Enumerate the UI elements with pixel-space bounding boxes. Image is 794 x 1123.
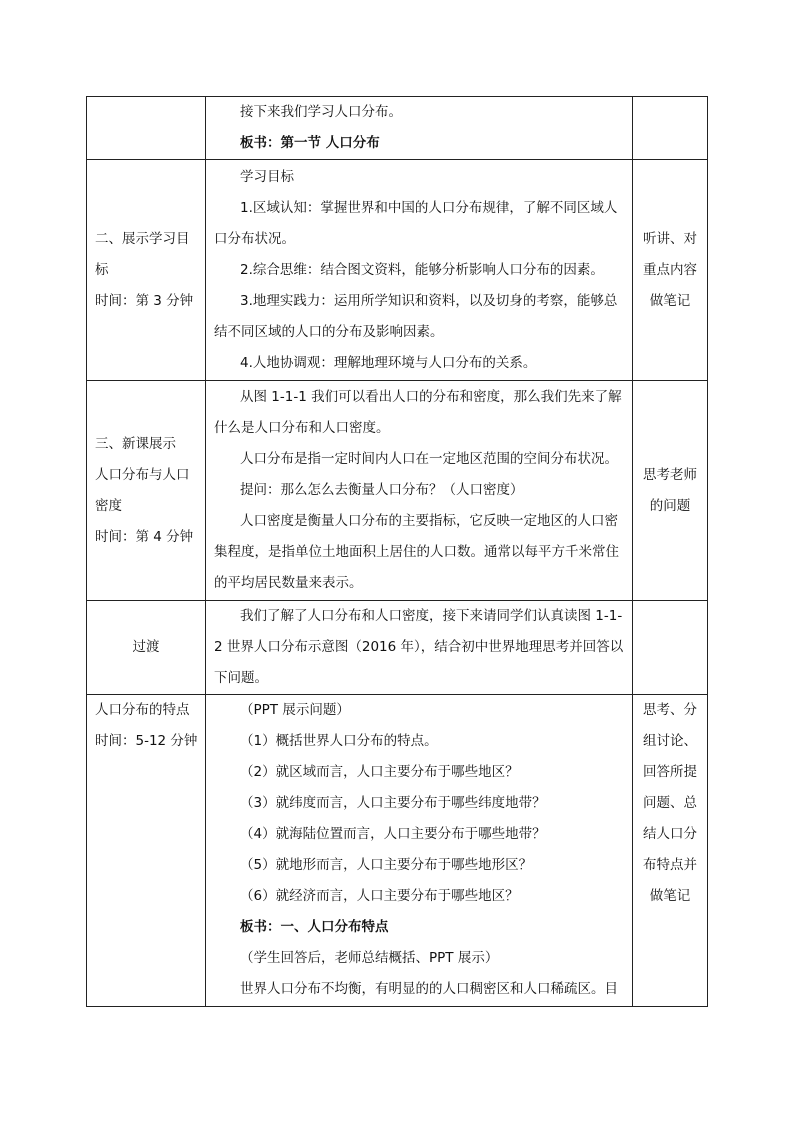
blackboard-heading: 板书：第一节 人口分布 — [240, 135, 380, 151]
stage-time: 时间：第 4 分钟 — [95, 528, 194, 545]
question-item: （3）就纬度而言，人口主要分布于哪些纬度地带？ — [240, 795, 546, 811]
question-item: （1）概括世界人口分布的特点。 — [240, 733, 438, 749]
activity-line: 听讲、对 — [643, 230, 697, 247]
stage-time: 时间：第 3 分钟 — [95, 292, 194, 309]
activity-line: 重点内容 — [643, 261, 697, 278]
student-activity-cell — [633, 381, 708, 601]
question-item: （6）就经济而言，人口主要分布于哪些地区？ — [240, 888, 519, 904]
activity-line: 问题、总 — [643, 795, 697, 811]
content-cell — [206, 97, 633, 160]
activity-line: 思考、分 — [643, 702, 697, 718]
content-paragraph: 1.区域认知：掌握世界和中国的人口分布规律，了解不同区域人口分布状况。 — [214, 199, 618, 247]
stage-cell — [87, 601, 206, 695]
question-item: （4）就海陆位置而言，人口主要分布于哪些地带？ — [240, 826, 546, 842]
activity-line: 做笔记 — [649, 888, 691, 904]
blackboard-heading: 板书：一、人口分布特点 — [240, 919, 389, 935]
content-paragraph: 世界人口分布不均衡，有明显的的人口稠密区和人口稀疏区。目 — [240, 981, 618, 997]
stage-cell — [87, 381, 206, 601]
table-row — [87, 601, 708, 695]
activity-line: 回答所提 — [643, 764, 697, 780]
content-cell — [206, 160, 633, 381]
stage-cell — [87, 695, 206, 1007]
content-paragraph: （PPT 展示问题） — [240, 702, 350, 718]
content-paragraph: 接下来我们学习人口分布。 — [240, 104, 402, 120]
content-paragraph: 人口分布是指一定时间内人口在一定地区范围的空间分布状况。 — [240, 451, 618, 467]
content-cell — [206, 381, 633, 601]
content-cell — [206, 695, 633, 1007]
table-row — [87, 695, 708, 1007]
content-paragraph: 从图 1-1-1 我们可以看出人口的分布和密度，那么我们先来了解什么是人口分布和人口密度。 — [214, 389, 622, 436]
stage-line: 人口分布的特点 — [95, 702, 190, 718]
table-row — [87, 160, 708, 381]
activity-line: 思考老师 — [643, 466, 697, 483]
stage-line: 密度 — [95, 497, 122, 514]
activity-line: 的问题 — [649, 497, 691, 514]
content-paragraph: 我们了解了人口分布和人口密度，接下来请同学们认真读图 1-1-2 世界人口分布示意图（2016 年），结合初中世界地理思考并回答以下问题。 — [214, 608, 624, 686]
stage-line: 标 — [95, 261, 109, 278]
stage-line: 人口分布与人口 — [95, 466, 190, 483]
question-item: （2）就区域而言，人口主要分布于哪些地区？ — [240, 764, 519, 780]
content-paragraph: 3.地理实践力：运用所学知识和资料，以及切身的考察，能够总结不同区域的人口的分布及影响因素。 — [214, 292, 618, 340]
stage-line: 二、展示学习目 — [95, 230, 190, 247]
stage-cell — [87, 97, 206, 160]
question-item: （5）就地形而言，人口主要分布于哪些地形区？ — [240, 857, 533, 873]
student-activity-cell — [633, 97, 708, 160]
table-row — [87, 97, 708, 160]
activity-line: 结人口分 — [643, 826, 697, 842]
content-paragraph: 学习目标 — [240, 168, 294, 185]
content-paragraph: 2.综合思维：结合图文资料，能够分析影响人口分布的因素。 — [240, 261, 604, 278]
content-paragraph: 提问：那么怎么去衡量人口分布？（人口密度） — [240, 482, 524, 498]
table-row — [87, 381, 708, 601]
content-paragraph: 4.人地协调观：理解地理环境与人口分布的关系。 — [240, 354, 537, 371]
student-activity-cell — [633, 160, 708, 381]
content-cell — [206, 601, 633, 695]
stage-cell — [87, 160, 206, 381]
stage-line: 三、新课展示 — [95, 435, 176, 452]
student-activity-cell — [633, 695, 708, 1007]
content-paragraph: （学生回答后，老师总结概括、PPT 展示） — [240, 950, 499, 966]
activity-line: 组讨论、 — [643, 733, 697, 749]
student-activity-cell — [633, 601, 708, 695]
activity-line: 做笔记 — [649, 292, 691, 309]
activity-line: 布特点并 — [643, 857, 697, 873]
content-paragraph: 人口密度是衡量人口分布的主要指标，它反映一定地区的人口密集程度，是指单位土地面积上居住的人口数。通常以每平方千米常住的平均居民数量来表示。 — [214, 513, 619, 591]
lesson-plan-table — [86, 96, 708, 1007]
stage-line: 过渡 — [132, 639, 160, 655]
stage-time: 时间：5-12 分钟 — [95, 733, 198, 749]
